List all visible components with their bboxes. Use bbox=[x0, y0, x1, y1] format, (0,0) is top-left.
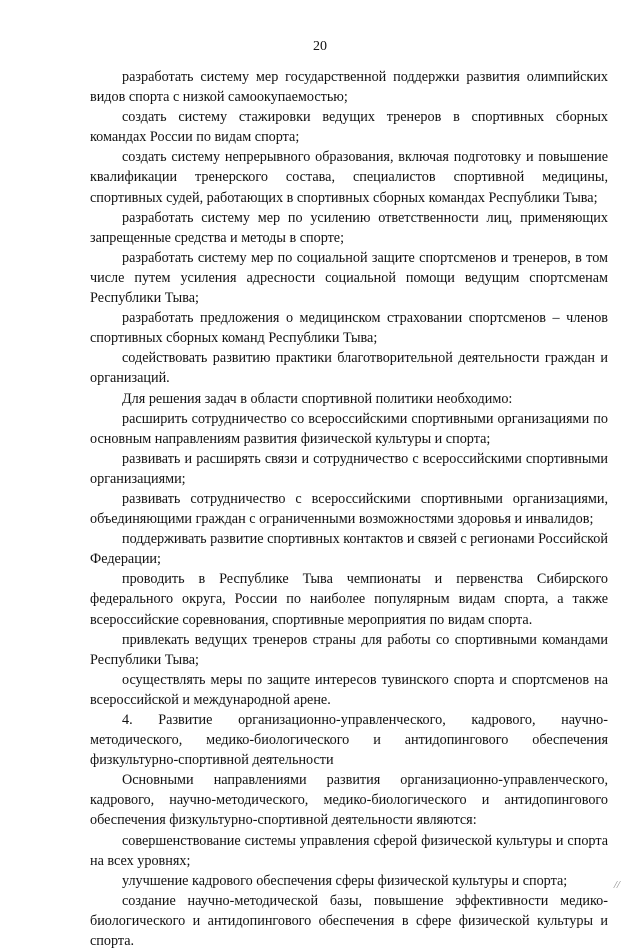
paragraph: поддерживать развитие спортивных контактов и связей с регионами Российской Федерации; bbox=[90, 531, 608, 568]
paragraph: осуществлять меры по защите интересов тувинского спорта и спортсменов на всероссийской и международной арене. bbox=[90, 671, 608, 708]
document-body bbox=[90, 67, 608, 951]
paragraph: привлекать ведущих тренеров страны для работы со спортивными командами Республики Тыва; bbox=[90, 631, 608, 668]
paragraph: создание научно-методической базы, повышение эффективности медико-биологического и антидопингового обеспечения в сфере физической культуры и спорта. bbox=[90, 892, 608, 950]
page-number: 20 bbox=[313, 39, 327, 54]
paragraph: разработать систему мер государственной поддержки развития олимпийских видов спорта с низкой самоокупаемостью; bbox=[90, 69, 608, 106]
paragraph: создать систему непрерывного образования, включая подготовку и повышение квалификации тренерского состава, специалистов спортивной медицины, спортивных судей, работающих в спортивных сборных командах Республики Тыва; bbox=[90, 149, 608, 206]
paragraph: разработать систему мер по усилению ответственности лиц, применяющих запрещенные средства и методы в спорте; bbox=[90, 209, 608, 246]
paragraph: разработать предложения о медицинском страховании спортсменов – членов спортивных сборных команд Республики Тыва; bbox=[90, 310, 608, 347]
paragraph: улучшение кадрового обеспечения сферы физической культуры и спорта; bbox=[122, 872, 568, 889]
paragraph: совершенствование системы управления сферой физической культуры и спорта на всех уровнях; bbox=[90, 832, 608, 869]
paragraph: развивать и расширять связи и сотрудничество с всероссийскими спортивными организациями; bbox=[90, 450, 608, 487]
paragraph: Основными направлениями развития организационно-управленческого, кадрового, научно-методического, медико-биологического и антидопингового обеспечения физкультурно-спортивной деятельности являются: bbox=[90, 772, 608, 829]
paragraph: разработать систему мер по социальной защите спортсменов и тренеров, в том числе путем усиления адресности социальной помощи ведущим спортсменам Республики Тыва; bbox=[90, 249, 608, 307]
section-heading: 4. Развитие организационно-управленческого, кадрового, научно-методического, медико-биологического и антидопингового обеспечения физкультурно-спортивной деятельности bbox=[90, 712, 608, 769]
paragraph: проводить в Республике Тыва чемпионаты и первенства Сибирского федерального округа, России по наиболее популярным видам спорта, а также всероссийские соревнования, спортивные мероприятия по видам спорта. bbox=[90, 571, 608, 628]
paragraph: создать систему стажировки ведущих тренеров в спортивных сборных командах России по видам спорта; bbox=[90, 109, 608, 146]
paragraph: Для решения задач в области спортивной политики необходимо: bbox=[122, 390, 513, 407]
paragraph: развивать сотрудничество с всероссийскими спортивными организациями, объединяющими граждан с ограниченными возможностями здоровья и инвалидов; bbox=[90, 490, 608, 528]
paragraph: содействовать развитию практики благотворительной деятельности граждан и организаций. bbox=[90, 350, 608, 387]
scan-mark: // bbox=[613, 879, 620, 891]
paragraph: расширить сотрудничество со всероссийскими спортивными организациями по основным направлениям развития физической культуры и спорта; bbox=[90, 410, 608, 447]
